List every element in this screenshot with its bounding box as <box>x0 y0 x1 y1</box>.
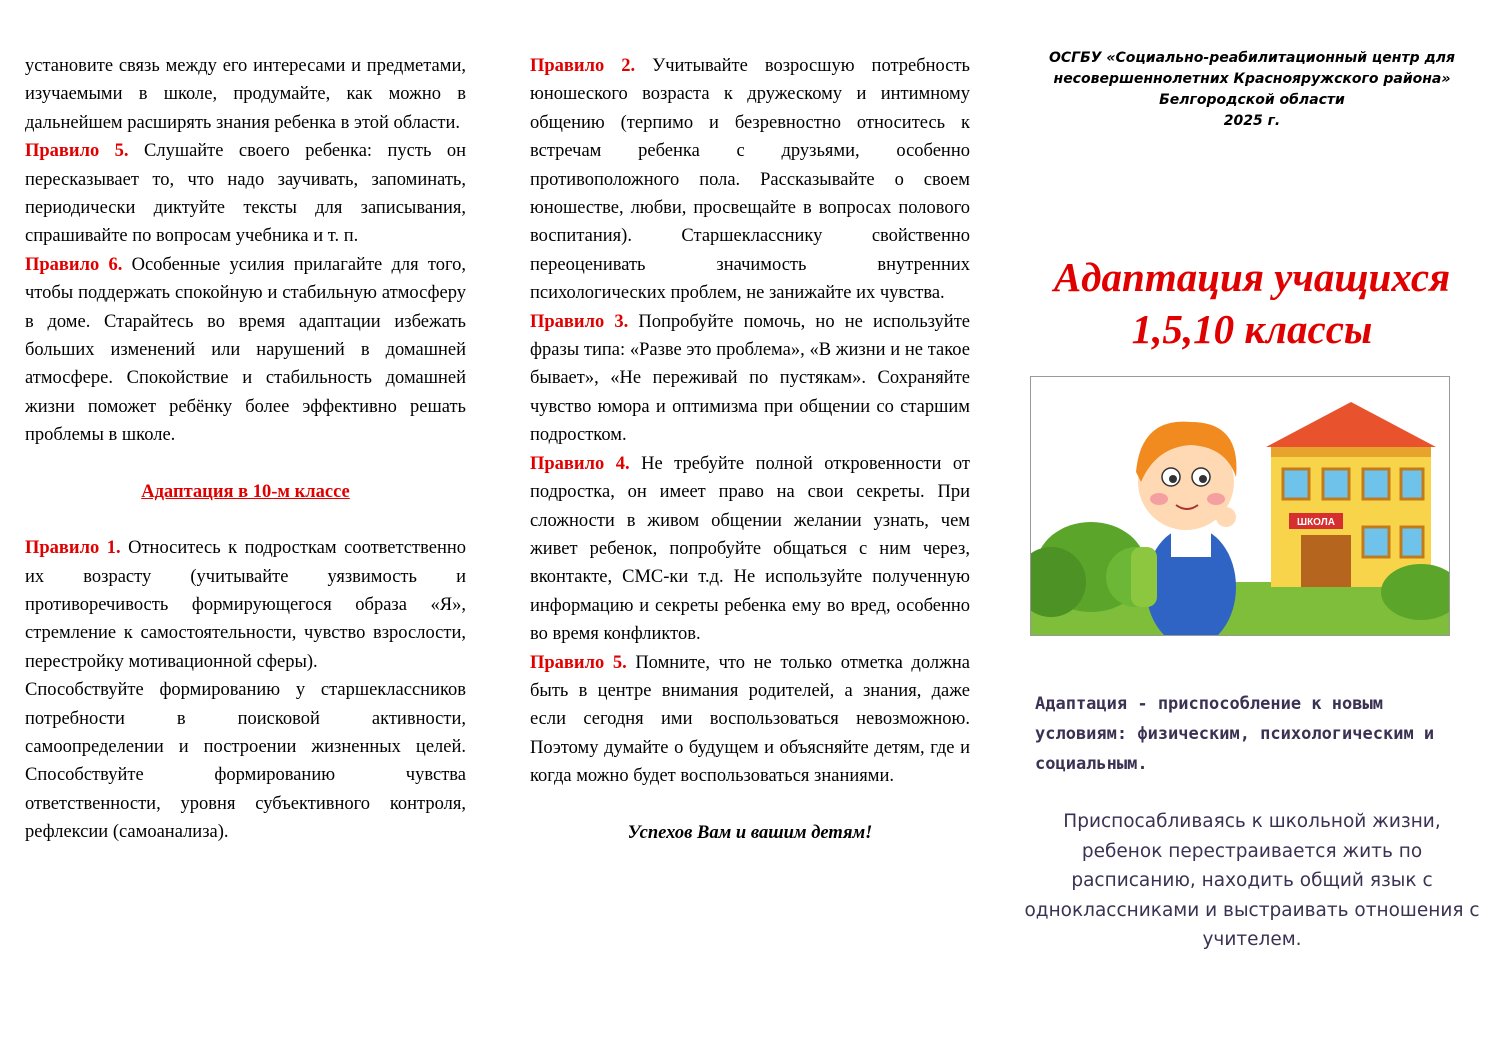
rule-5-paragraph <box>25 137 466 251</box>
rule-label: Правило 5. <box>530 652 627 673</box>
school-boy-illustration <box>1030 376 1450 636</box>
rule-3-paragraph <box>530 308 970 450</box>
rule-5-paragraph <box>530 649 970 791</box>
rule-label: Правило 5. <box>25 141 129 162</box>
rule-1-paragraph <box>25 534 466 676</box>
rule-label: Правило 2. <box>530 56 636 76</box>
adaptation-definition: Адаптация - приспособление к новым условиям: физическим, психологическим и социальным. <box>1035 694 1435 774</box>
school-sign: ШКОЛА <box>1297 517 1335 528</box>
rule-label: Правило 1. <box>25 538 121 559</box>
org-line: несовершеннолетних Краснояружского района» <box>1053 71 1451 87</box>
rule-label: Правило 4. <box>530 453 630 474</box>
left-column <box>25 52 466 847</box>
closing-wish: Успехов Вам и вашим детям! <box>627 822 873 843</box>
org-year: 2025 г. <box>1223 113 1281 129</box>
section-heading-10th-grade: Адаптация в 10-м классе <box>141 481 350 502</box>
rule-label: Правило 3. <box>530 311 629 332</box>
rule-4-paragraph <box>530 450 970 649</box>
brochure-title <box>1022 251 1482 355</box>
rule-text: Особенные усилия прилагайте для того, чтобы поддержать спокойную и стабильную атмосферу в доме. Старайтесь во время адаптации избежать больших изменений или нарушений в домашней атмосфере. Спокойствие и стабильность домашней жизни поможет ребёнку более эффективно решать проблемы в школе. <box>25 254 466 446</box>
org-line: ОСГБУ «Социально-реабилитационный центр для <box>1048 50 1456 66</box>
support-paragraph: Способствуйте формированию у старшеклассников потребности в поисковой активности, самоопределении и построении жизненных целей. Способствуйте формированию чувства ответственности, уровня субъективного контроля, рефлексии (самоанализа). <box>25 680 466 843</box>
title-line: Адаптация учащихся <box>1053 254 1451 300</box>
cover-column <box>1022 48 1482 950</box>
adaptation-description: Приспосабливаясь к школьной жизни, ребенок перестраивается жить по расписанию, находить общий язык с одноклассниками и выстраивать отношения с учителем. <box>1024 811 1480 950</box>
rule-6-paragraph <box>25 251 466 450</box>
rule-text: Относитесь к подросткам соответственно их возрасту (учитывайте уязвимость и противоречивость формирующегося образа «Я», стремление к самостоятельности, чувство взрослости, перестройку мотивационной сферы). <box>25 538 466 672</box>
rule-text: Попробуйте помочь, но не используйте фразы типа: «Разве это проблема», «В жизни и не такое бывает», «Не переживай по пустякам». Сохраняйте чувство юмора и оптимизма при общении со старшим подростком. <box>530 311 970 446</box>
rule-2-paragraph <box>530 52 970 308</box>
rule-text: Учитывайте возросшую потребность юношеского возраста к дружескому и интимному общению (терпимо и безревностно относитесь к встречам ребенка с друзьями, особенно противоположного пола. Рассказывайте о своем юношестве, любви, просвещайте в вопросах полового воспитания). Старшекласснику свойственно переоценивать значимость внутренних психологических проблем, не занижайте их чувства. <box>530 56 970 304</box>
illustration-svg <box>1031 377 1449 635</box>
middle-column <box>530 52 970 847</box>
rule-text: Не требуйте полной откровенности от подростка, он имеет право на свои секреты. При сложности в живом общении желании узнать, чем живет ребенок, попробуйте общаться с ним через, вконтакте, СМС-ки т.д. Не используйте полученную информацию и секреты ребенка ему во вред, особенно во время конфликтов. <box>530 453 970 645</box>
organization-header <box>1022 48 1482 132</box>
intro-paragraph: установите связь между его интересами и предметами, изучаемыми в школе, продумайте, как можно в дальнейшем расширять знания ребенка в этой области. <box>25 56 466 133</box>
rule-text: Помните, что не только отметка должна быть в центре внимания родителей, а знания, даже если сегодня ими воспользоваться невозможною. Поэтому думайте о будущем и объясняйте детям, где и когда можно будет воспользоваться знаниями. <box>530 652 970 787</box>
rule-label: Правило 6. <box>25 254 123 275</box>
org-line: Белгородской области <box>1159 92 1345 108</box>
title-line: 1,5,10 классы <box>1131 306 1373 352</box>
rule-text: Слушайте своего ребенка: пусть он пересказывает то, что надо заучивать, запоминать, периодически диктуйте тексты для записывания, спрашивайте по вопросам учебника и т. п. <box>25 141 466 247</box>
